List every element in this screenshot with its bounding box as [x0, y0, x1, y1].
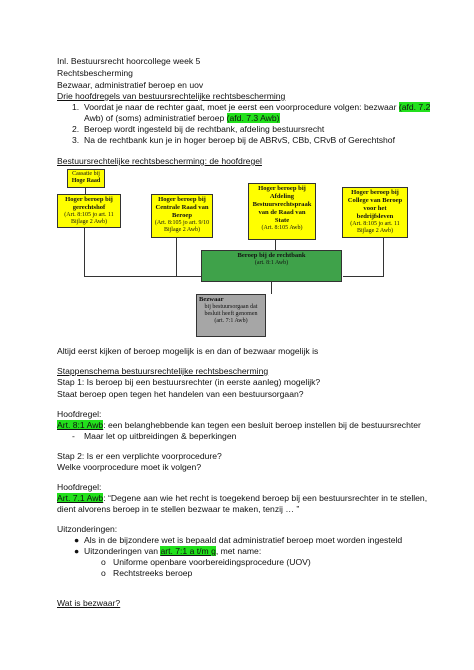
art81-line — [57, 420, 421, 430]
cassatie-label-2: Hoge Raad — [71, 178, 101, 184]
box-gerechtshof-sub: (Art. 8:105 jo art. 11 Bijlage 2 Awb) — [64, 212, 114, 225]
bullet-1-text: Als in de bijzondere wet is bepaald dat administratief beroep moet worden ingesteld — [84, 535, 403, 545]
art71-continuation: dient alvorens beroep in te stellen bezwaar te maken, tenzij … ” — [57, 504, 300, 514]
box-beroep-sub: (art. 8:1 Awb) — [254, 260, 289, 266]
rule-2-text: Beroep wordt ingesteld bij de rechtbank, afdeling bestuursrecht — [84, 124, 325, 134]
rule-1-text-b: Awb) of (soms) administratief beroep — [84, 113, 227, 123]
box-abrvs-sub: (Art. 8:105 Awb) — [261, 225, 303, 231]
box-gerechtshof-title: Hoger beroep bij gerechtshof — [65, 196, 113, 211]
let-op-text: Maar let op uitbreidingen & beperkingen — [84, 431, 237, 441]
box-gerechtshof — [57, 194, 121, 228]
rule-1-highlight-a: (afd. 7.2 — [398, 102, 431, 112]
hoofdregel-2-label: Hoofdregel: — [57, 482, 102, 492]
stappenschema-heading: Stappenschema bestuursrechtelijke rechtsbescherming — [57, 366, 269, 376]
diagram-heading: Bestuursrechtelijke rechtsbescherming: de hoofdregel — [57, 156, 262, 166]
rule-3-number: 3. — [72, 135, 80, 145]
box-abrvs-title: Hoger beroep bij Afdeling Bestuursrechtspraak van de Raad van State — [252, 185, 312, 224]
staat-text: Staat beroep open tegen het handelen van een bestuursorgaan? — [57, 389, 304, 399]
art71-text: : “Degene aan wie het recht is toegekend beroep bij een bestuursrechter in te stellen, — [103, 493, 428, 503]
bullet-2-highlight: art. 7:1 a t/m g — [160, 546, 216, 556]
heading-hoofdregels: Drie hoofdregels van bestuursrechtelijke rechtsbescherming — [57, 91, 286, 101]
box-cbb-sub: (Art. 8:105 jo art. 11 Bijlage 2 Awb) — [350, 221, 400, 234]
wat-is-bezwaar-heading: Wat is bezwaar? — [57, 598, 121, 608]
bullet-2-text-a: Uitzonderingen van — [84, 546, 161, 556]
box-crvb-sub: (Art. 8:105 jo art. 9/10 Bijlage 2 Awb) — [154, 220, 210, 233]
sub-bullet-1: o — [101, 557, 106, 567]
bullet-2-text-b: , met name: — [215, 546, 262, 556]
art81-highlight: Art. 8:1 Awb — [57, 420, 104, 430]
box-cbb — [342, 187, 408, 238]
rule-1-text-a: Voordat je naar de rechter gaat, moet je eerst een voorprocedure volgen: bezwaar — [84, 102, 399, 112]
stap1-text: Stap 1: Is beroep bij een bestuursrechter (in eerste aanleg) mogelijk? — [57, 377, 321, 387]
rule-2-number: 2. — [72, 124, 80, 134]
dash-bullet: - — [72, 431, 75, 441]
connector-box2 — [176, 238, 177, 276]
connector-box3 — [275, 240, 276, 250]
box-cassatie — [67, 169, 105, 188]
bullet-2-text — [84, 546, 261, 556]
connector-right — [343, 276, 384, 277]
rule-3-text: Na de rechtbank kun je in hoger beroep bij de ABRvS, CBb, CRvB of Gerechtshof — [84, 135, 395, 145]
box-bezwaar-sub: bij bestuursorgaan dat besluit heeft genomen — [204, 304, 258, 317]
box-beroep-rechtbank — [201, 250, 342, 282]
bullet-dot-1: ● — [74, 535, 80, 545]
art81-text: : een belanghebbende kan tegen een besluit beroep instellen bij de bestuursrechter — [103, 420, 421, 430]
altijd-text: Altijd eerst kijken of beroep mogelijk is en dan of bezwaar mogelijk is — [57, 346, 319, 356]
box-bezwaar-art: (art. 7:1 Awb) — [214, 318, 248, 324]
connector-box4 — [383, 238, 384, 276]
art71-line — [57, 493, 427, 503]
connector-box1 — [84, 228, 85, 276]
box-beroep-title: Beroep bij de rechtbank — [237, 252, 306, 259]
doc-title: Inl. Bestuursrecht hoorcollege week 5 — [57, 56, 201, 66]
subtitle-bezwaar: Bezwaar, administratief beroep en uov — [57, 80, 204, 90]
rule-1-number: 1. — [72, 102, 80, 112]
box-bezwaar — [196, 294, 266, 337]
box-abrvs — [248, 183, 316, 240]
uitzonderingen-label: Uitzonderingen: — [57, 524, 118, 534]
art71-highlight: Art. 7.1 Awb — [57, 493, 104, 503]
rule-1-highlight-b: (afd. 7.3 Awb) — [226, 113, 280, 123]
connector-left — [84, 276, 201, 277]
subtitle-rechtsbescherming: Rechtsbescherming — [57, 68, 133, 78]
sub-2-text: Rechtstreeks beroep — [113, 568, 193, 578]
box-crvb — [151, 194, 213, 238]
bullet-dot-2: ● — [74, 546, 80, 556]
box-crvb-title: Hoger beroep bij Centrale Raad van Beroep — [155, 196, 209, 219]
sub-bullet-2: o — [101, 568, 106, 578]
hoofdregel-1-label: Hoofdregel: — [57, 409, 102, 419]
rule-1-text — [84, 102, 430, 112]
box-bezwaar-title: Bezwaar — [199, 296, 224, 303]
cassatie-label-1: Cassatie bij — [72, 171, 100, 177]
welke-text: Welke voorprocedure moet ik volgen? — [57, 462, 202, 472]
rule-1-continuation — [84, 113, 280, 123]
sub-1-text: Uniforme openbare voorbereidingsprocedure (UOV) — [113, 557, 311, 567]
box-cbb-title: Hoger beroep bij College van Beroep voor het bedrijfsleven — [347, 189, 403, 220]
stap2-text: Stap 2: Is er een verplichte voorprocedure? — [57, 451, 222, 461]
connector-bezwaar — [271, 282, 272, 294]
